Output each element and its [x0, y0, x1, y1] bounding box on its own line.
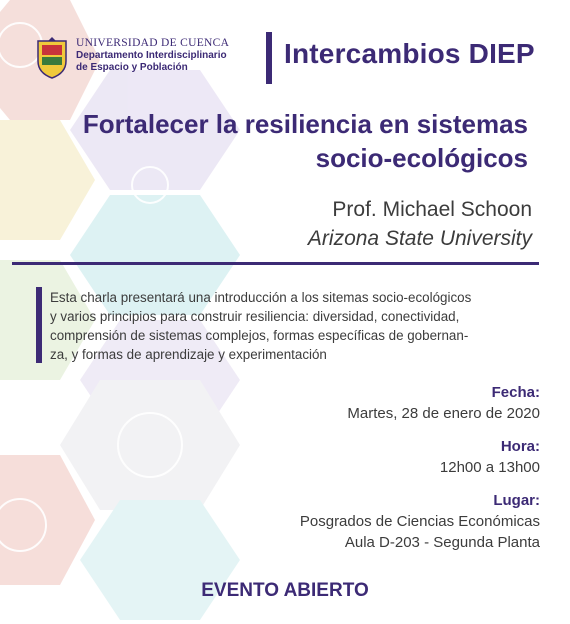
talk-title	[83, 107, 528, 175]
series-title: Intercambios DIEP	[284, 38, 535, 69]
date-value: Martes, 28 de enero de 2020	[347, 405, 540, 422]
speaker-name: Prof. Michael Schoon	[332, 198, 532, 221]
university-block	[76, 37, 256, 74]
abstract-accent-bar	[36, 287, 42, 363]
location-line-1: Posgrados de Ciencias Económicas	[299, 513, 540, 530]
open-event-banner	[0, 580, 570, 602]
date-label: Fecha:	[491, 384, 540, 401]
location-line-2: Aula D-203 - Segunda Planta	[344, 534, 540, 551]
university-crest-logo	[34, 35, 70, 79]
speaker-institution: Arizona State University	[307, 227, 532, 250]
location-label: Lugar:	[493, 492, 540, 509]
talk-title-line-2: socio-ecológicos	[315, 143, 528, 173]
hexagon-cyan-2	[80, 500, 240, 620]
open-event-text: EVENTO ABIERTO	[201, 580, 369, 601]
header-accent-bar	[266, 32, 272, 84]
time-label: Hora:	[500, 438, 540, 455]
department-name: Departamento Interdisciplinario de Espacio y Población	[76, 50, 227, 73]
divider	[12, 262, 539, 265]
event-details	[220, 382, 540, 553]
university-name: UNIVERSIDAD DE CUENCA	[76, 37, 230, 49]
talk-title-line-1: Fortalecer la resiliencia en sistemas	[82, 109, 528, 139]
abstract-text: Esta charla presentará una introducción a los sitemas socio-ecológicos y varios principios para construir resiliencia: diversidad, conectividad, comprensión de sistemas complejos, formas específicas de gobernan- za, y formas de aprendizaje y experimentación	[50, 290, 472, 362]
time-value: 12h00 a 13h00	[439, 459, 540, 476]
speaker-block	[308, 195, 532, 253]
